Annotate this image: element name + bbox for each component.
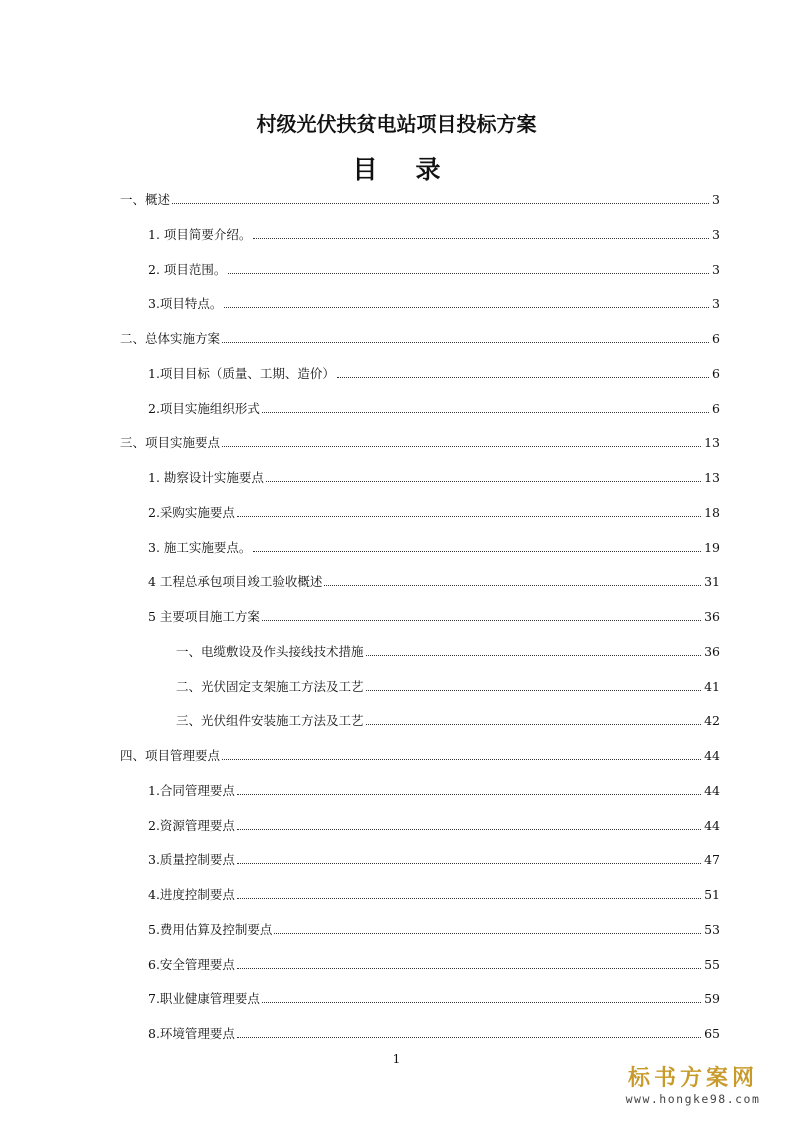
toc-entry[interactable] [176,640,720,660]
toc-dot-leader [237,794,701,795]
toc-entry[interactable] [176,709,720,729]
toc-entry-page: 18 [704,505,720,520]
toc-entry-page: 36 [704,609,720,624]
toc-entry[interactable] [148,397,720,417]
watermark-title: 标书方案网 [627,1066,758,1091]
document-title: 村级光伏扶贫电站项目投标方案 [256,112,537,136]
toc-dot-leader [366,724,702,725]
toc-dot-leader [222,759,701,760]
toc-entry-label: 1. 勘察设计实施要点 [148,470,264,485]
toc-entry-label: 2. 项目范围。 [148,262,227,277]
toc-dot-leader [172,203,709,204]
toc-entry[interactable] [120,431,720,451]
toc-entry-label: 8.环境管理要点 [148,1026,235,1041]
toc-entry[interactable] [148,223,720,243]
toc-entry-page: 36 [704,644,720,659]
toc-entry-page: 51 [704,887,720,902]
toc-entry[interactable] [176,675,720,695]
toc-entry-label: 1.项目目标（质量、工期、造价） [148,366,335,381]
toc-entry-label: 3.质量控制要点 [148,852,235,867]
toc-entry-label: 二、总体实施方案 [120,331,221,346]
toc-entry[interactable] [148,1022,720,1042]
toc-entry-label: 1. 项目简要介绍。 [148,227,252,242]
toc-entry[interactable] [148,570,720,590]
toc-entry[interactable] [148,814,720,834]
toc-entry[interactable] [148,605,720,625]
toc-entry-label: 7.职业健康管理要点 [148,991,260,1006]
toc-dot-leader [274,933,701,934]
toc-dot-leader [324,585,701,586]
toc-entry-page: 59 [704,991,720,1006]
toc-entry[interactable] [120,188,720,208]
toc-entry-label: 6.安全管理要点 [148,957,235,972]
toc-entry-label: 四、项目管理要点 [120,748,221,763]
toc-entry-label: 4 工程总承包项目竣工验收概述 [148,574,323,589]
toc-entry-page: 3 [712,227,720,242]
toc-entry-label: 2.资源管理要点 [148,818,235,833]
toc-entry-page: 41 [704,679,720,694]
toc-entry-page: 3 [712,262,720,277]
toc-entry-page: 55 [704,957,720,972]
toc-entry-label: 3.项目特点。 [148,296,223,311]
toc-entry-page: 44 [704,783,720,798]
toc-entry-label: 2.项目实施组织形式 [148,401,260,416]
toc-entry[interactable] [148,536,720,556]
toc-heading-right: 录 [415,155,441,184]
toc-entry[interactable] [148,883,720,903]
watermark-url: www.hongke98.com [625,1092,761,1106]
toc-entry-page: 31 [704,574,720,589]
toc-entry[interactable] [148,258,720,278]
toc-entry-page: 6 [712,366,720,381]
toc-entry-label: 5.费用估算及控制要点 [148,922,273,937]
toc-entry-page: 47 [704,852,720,867]
toc-dot-leader [228,273,709,274]
toc-dot-leader [366,655,702,656]
toc-entry-page: 6 [712,401,720,416]
toc-entry-label: 二、光伏固定支架施工方法及工艺 [176,679,364,694]
toc-dot-leader [366,690,702,691]
toc-entry[interactable] [120,744,720,764]
toc-entry-label: 3. 施工实施要点。 [148,540,252,555]
toc-entry-page: 65 [704,1026,720,1041]
toc-entry-label: 4.进度控制要点 [148,887,235,902]
toc-dot-leader [237,968,701,969]
toc-entry[interactable] [148,987,720,1007]
toc-entry[interactable] [148,848,720,868]
toc-dot-leader [224,307,709,308]
toc-entry-page: 3 [712,192,720,207]
toc-entry-page: 44 [704,818,720,833]
toc-entry-label: 1.合同管理要点 [148,783,235,798]
toc-entry[interactable] [120,327,720,347]
toc-entry[interactable] [148,292,720,312]
toc-dot-leader [237,863,701,864]
toc-entry[interactable] [148,779,720,799]
toc-dot-leader [237,516,701,517]
toc-entry-label: 一、概述 [120,192,171,207]
toc-entry-page: 19 [704,540,720,555]
toc-entry-page: 13 [704,435,720,450]
toc-dot-leader [337,377,709,378]
toc-entry-page: 44 [704,748,720,763]
toc-dot-leader [262,1002,701,1003]
toc-entry[interactable] [148,953,720,973]
toc-dot-leader [253,238,709,239]
toc-dot-leader [222,446,701,447]
toc-dot-leader [262,620,701,621]
page-number: 1 [392,1052,401,1066]
toc-entry[interactable] [148,362,720,382]
toc-dot-leader [237,829,701,830]
toc-entry-page: 3 [712,296,720,311]
watermark-logo [603,1066,783,1106]
toc-entry-page: 53 [704,922,720,937]
toc-dot-leader [222,342,709,343]
toc-entry[interactable] [148,918,720,938]
toc-dot-leader [253,551,701,552]
toc-entry-label: 2.采购实施要点 [148,505,235,520]
toc-entry-label: 三、光伏组件安装施工方法及工艺 [176,713,364,728]
toc-entry-page: 13 [704,470,720,485]
toc-entry-label: 5 主要项目施工方案 [148,609,260,624]
toc-dot-leader [237,1037,701,1038]
toc-heading [0,150,793,186]
toc-entry-label: 三、项目实施要点 [120,435,221,450]
toc-entry-page: 42 [704,713,720,728]
toc-dot-leader [237,898,701,899]
toc-entry-page: 6 [712,331,720,346]
toc-entry-label: 一、电缆敷设及作头接线技术措施 [176,644,364,659]
toc-dot-leader [266,481,701,482]
toc-entry[interactable] [148,466,720,486]
toc-dot-leader [262,412,709,413]
toc-entry[interactable] [148,501,720,521]
toc-heading-left: 目 [352,155,378,184]
